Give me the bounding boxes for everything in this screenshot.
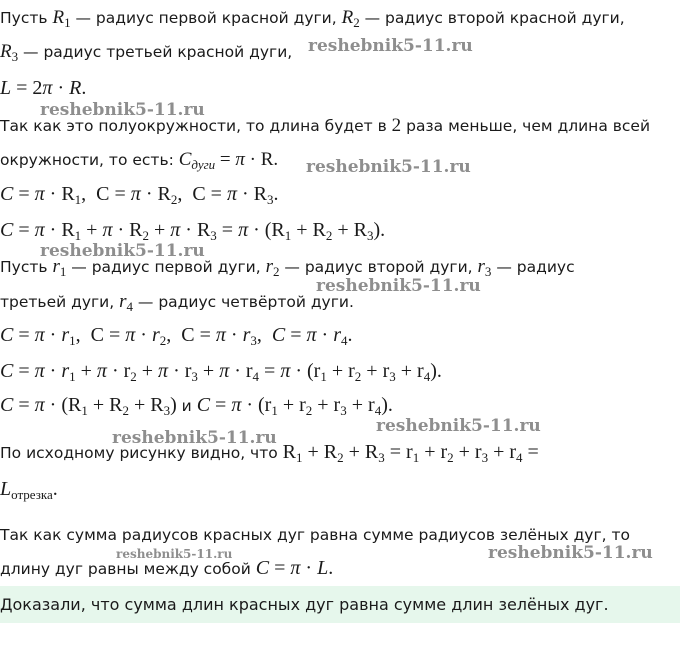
text-line-2: $R_3$ — радиус третьей красной дуги,: [0, 41, 293, 64]
formula-three-arcs: $C = \pi \cdot R_1$, $C = \pi \cdot R_2$, $C = \pi \cdot R_3$.: [0, 183, 279, 207]
text-line-4: Так как это полуокружности, то длина будет в 2 раза меньше, чем длина всей: [0, 115, 651, 136]
watermark: reshebnik5-11.ru: [306, 157, 471, 177]
text-line-16: длину дуг равны между собой C = π · L.: [0, 557, 334, 579]
watermark: reshebnik5-11.ru: [40, 100, 205, 120]
conclusion-box: [0, 586, 680, 623]
formula-four-arcs: $C = \pi \cdot r_1$, $C = \pi \cdot r_2$, $C = \pi \cdot r_3$, $C = \pi \cdot r_4$.: [0, 324, 353, 348]
formula-red-sum: $C = \pi \cdot R_1 + \pi \cdot R_2 + \pi \cdot R_3 = \pi \cdot (R_1 + R_2 + R_3)$.: [0, 219, 386, 243]
formula-green-sum: $C = \pi \cdot r_1 + \pi \cdot r_2 + \pi \cdot r_3 + \pi \cdot r_4 = \pi \cdot (r_1 + r_2 + r_3 + r_4)$.: [0, 360, 442, 384]
text-line-5: окружности, то есть: $C_{дуги} = \pi \cdot R$.: [0, 149, 279, 172]
watermark: reshebnik5-11.ru: [316, 276, 481, 296]
formula-both: $C = \pi \cdot (R_1 + R_2 + R_3)$ и $C = \pi \cdot (r_1 + r_2 + r_3 + r_4)$.: [0, 394, 393, 418]
watermark: reshebnik5-11.ru: [308, 36, 473, 56]
text-line-8: Пусть $r_1$ — радиус первой дуги, $r_2$ — радиус второй дуги, $r_3$ — радиус: [0, 256, 575, 279]
watermark: reshebnik5-11.ru: [112, 428, 277, 448]
math-r1: $R_1$: [52, 7, 71, 30]
formula-segment-length: $L_{отрезка}$.: [0, 478, 58, 502]
watermark: reshebnik5-11.ru: [116, 547, 233, 561]
text-line-13: По исходному рисунку видно, что $R_1 + R_2 + R_3 = r_1 + r_2 + r_3 + r_4$ =: [0, 441, 539, 465]
text-line-1: Пусть $R_1$ — радиус первой красной дуги, $R_2$ — радиус второй красной дуги,: [0, 7, 625, 30]
math-r3: $R_3$: [0, 41, 19, 64]
formula-circumference: L = 2π · R.: [0, 77, 87, 99]
math-r2: $R_2$: [341, 7, 360, 30]
watermark: reshebnik5-11.ru: [376, 416, 541, 436]
text-line-15: Так как сумма радиусов красных дуг равна сумме радиусов зелёных дуг, то: [0, 526, 630, 544]
text-line-9: третьей дуги, $r_4$ — радиус четвёртой дуги.: [0, 291, 354, 314]
watermark: reshebnik5-11.ru: [40, 241, 205, 261]
conclusion-text: Доказали, что сумма длин красных дуг равна сумме длин зелёных дуг.: [0, 595, 609, 614]
watermark: reshebnik5-11.ru: [488, 543, 653, 563]
